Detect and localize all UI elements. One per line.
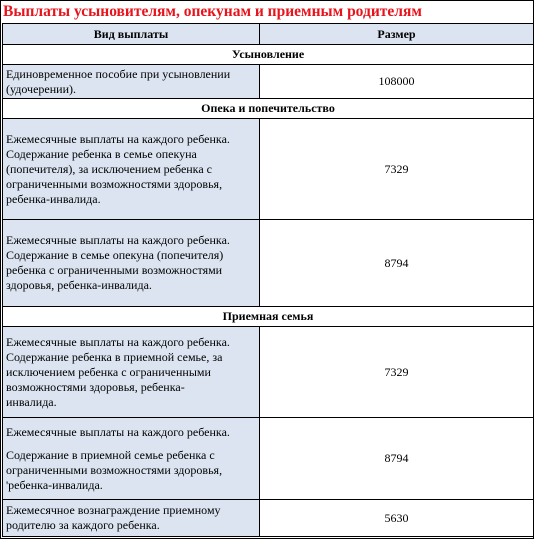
payment-type-cell	[3, 418, 260, 500]
cell-line: Ежемесячные выплаты на каждого ребенка.	[6, 424, 230, 439]
section-foster-family	[3, 307, 534, 327]
table-row	[3, 500, 534, 537]
cell-line: Единовременное пособие при усыновлении	[6, 66, 231, 81]
payment-type-cell	[3, 65, 260, 99]
cell-line: ребенка-инвалида.	[6, 191, 101, 206]
cell-line: Ежемесячные выплаты на каждого ребенка.	[6, 131, 230, 146]
table-row	[3, 220, 534, 307]
amount-cell: 108000	[260, 65, 534, 99]
section-title: Усыновление	[3, 45, 534, 65]
payment-type-cell	[3, 500, 260, 537]
title-bar	[1, 1, 533, 24]
cell-line: здоровья, ребенка-инвалида.	[6, 278, 152, 292]
cell-line: (попечителя), за исключением ребенка с	[6, 161, 212, 176]
cell-line: возможностями здоровья, ребенка-	[6, 379, 185, 394]
amount-cell: 8794	[260, 418, 534, 500]
cell-line: инвалида.	[6, 394, 57, 409]
cell-line: ограниченными возможностями здоровья,	[6, 462, 223, 477]
cell-line: родителю за каждого ребенка.	[6, 518, 160, 532]
table-row	[3, 119, 534, 220]
cell-line: (удочерении).	[6, 81, 76, 96]
amount-cell: 7329	[260, 119, 534, 220]
table-row	[3, 418, 534, 500]
table-header-row	[3, 24, 534, 45]
section-title: Приемная семья	[3, 307, 534, 327]
header-amount: Размер	[260, 24, 534, 45]
cell-line: Ежемесячные выплаты на каждого ребенка.	[6, 334, 230, 349]
payment-type-cell	[3, 220, 260, 307]
cell-line: Ежемесячное вознаграждение приемному	[6, 503, 221, 517]
header-payment-type: Вид выплаты	[3, 24, 260, 45]
cell-line: ребенка с ограниченными возможностями	[6, 263, 223, 277]
cell-line: ограниченными возможностями здоровья,	[6, 176, 223, 191]
payment-type-cell	[3, 119, 260, 220]
page-title: Выплаты усыновителям, опекунам и приемным родителям	[3, 3, 422, 20]
table-row	[3, 327, 534, 418]
payment-type-cell	[3, 327, 260, 418]
cell-line: Содержание в приемной семье ребенка с	[6, 447, 215, 462]
payments-table	[2, 23, 534, 537]
cell-line: исключением ребенка с ограниченными	[6, 364, 211, 379]
amount-cell: 5630	[260, 500, 534, 537]
amount-cell: 7329	[260, 327, 534, 418]
paragraph-gap	[6, 440, 256, 448]
cell-line: Ежемесячные выплаты на каждого ребенка.	[6, 233, 230, 247]
section-adoption	[3, 45, 534, 65]
cell-line: 'ребенка-инвалида.	[6, 477, 103, 492]
table-row	[3, 65, 534, 99]
amount-cell: 8794	[260, 220, 534, 307]
section-guardianship	[3, 99, 534, 119]
cell-line: Содержание ребенка в семье опекуна	[6, 146, 197, 161]
cell-line: Содержание в семье опекуна (попечителя)	[6, 248, 224, 262]
section-title: Опека и попечительство	[3, 99, 534, 119]
cell-line: Содержание ребенка в приемной семье, за	[6, 349, 223, 364]
